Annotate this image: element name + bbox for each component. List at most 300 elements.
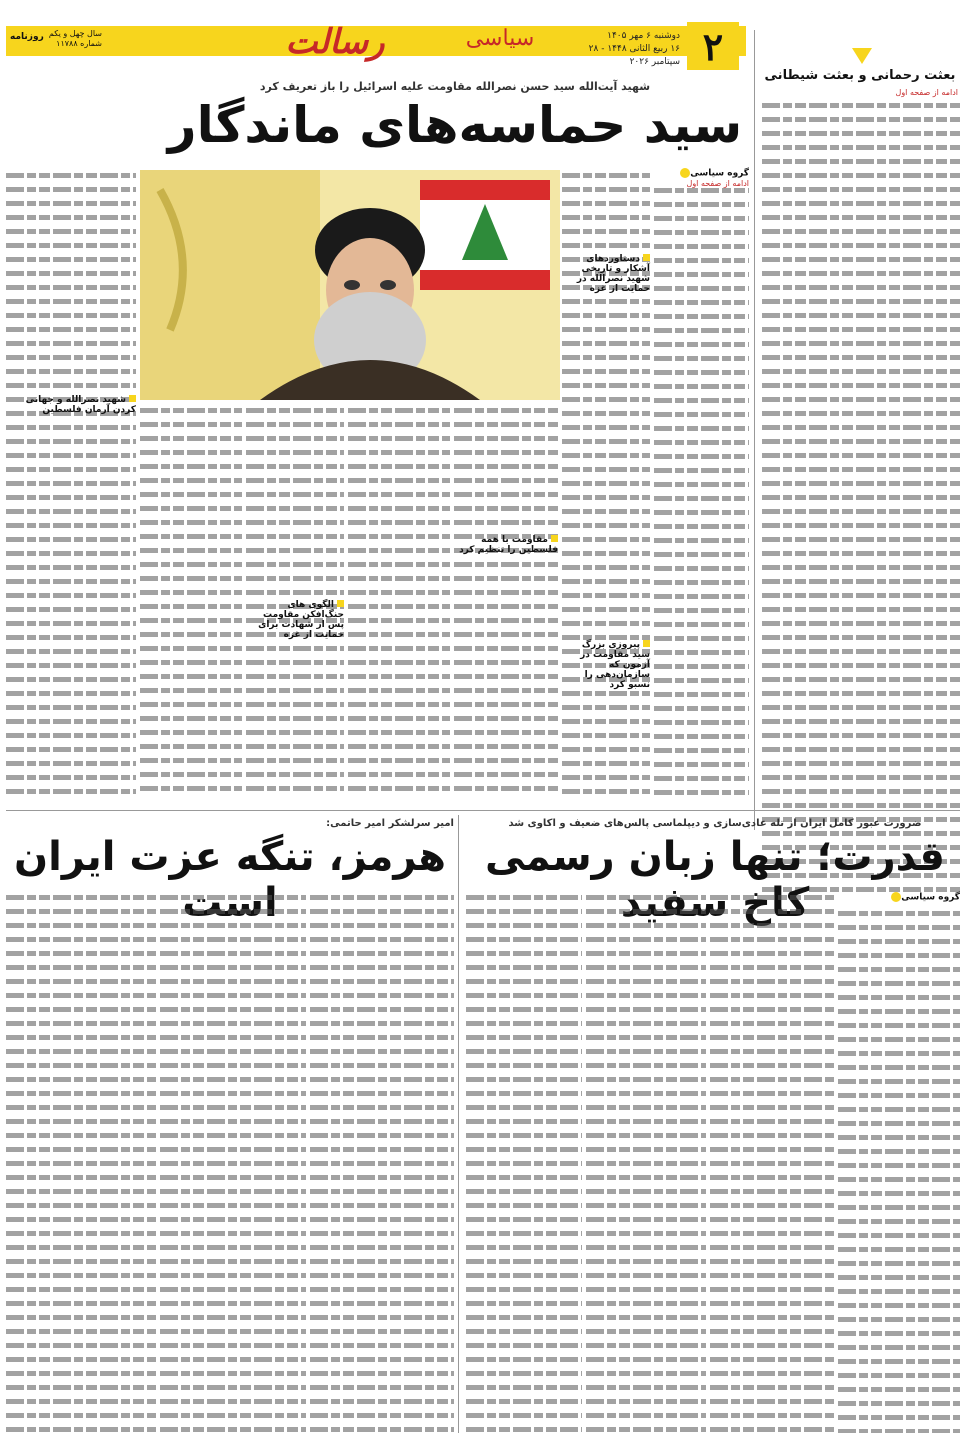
text-line: [762, 649, 960, 660]
text-line: [6, 761, 136, 772]
text-line: [586, 1357, 706, 1368]
text-line: [140, 534, 242, 545]
text-line: [838, 911, 960, 922]
text-line: [466, 1399, 582, 1410]
text-line: [562, 607, 650, 618]
text-line: [762, 369, 960, 380]
text-line: [6, 677, 136, 688]
text-line: [562, 705, 650, 716]
text-line: [710, 1105, 834, 1116]
text-line: [310, 1399, 454, 1410]
text-line: [348, 604, 450, 615]
text-line: [454, 744, 558, 755]
date-line-2: ۱۶ ربیع الثانی ۱۴۴۸ - ۲۸ سپتامبر ۲۰۲۶: [588, 44, 680, 67]
text-line: [310, 1385, 454, 1396]
byline-dot-icon: [891, 892, 901, 902]
text-line: [348, 562, 450, 573]
text-line: [348, 674, 450, 685]
main-subhead-2: شهید نصرالله و جهانی کردن آرمان فلسطین: [25, 395, 136, 415]
text-line: [838, 1317, 960, 1328]
text-line: [160, 1091, 306, 1102]
text-line: [762, 229, 960, 240]
text-line: [160, 1147, 306, 1158]
section-divider: [6, 810, 960, 811]
text-line: [6, 789, 136, 800]
main-headline: سید حماسه‌های ماندگار: [167, 96, 743, 154]
text-line: [454, 632, 558, 643]
main-col-1: [654, 185, 749, 800]
text-line: [6, 551, 136, 562]
text-line: [246, 548, 344, 559]
text-line: [310, 1203, 454, 1214]
text-line: [838, 1331, 960, 1342]
text-line: [586, 979, 706, 990]
text-line: [562, 593, 650, 604]
text-line: [562, 369, 650, 380]
text-line: [160, 1273, 306, 1284]
text-line: [562, 523, 650, 534]
text-line: [838, 1401, 960, 1412]
text-line: [762, 663, 960, 674]
text-line: [6, 1427, 156, 1433]
text-line: [466, 1357, 582, 1368]
text-line: [654, 188, 749, 199]
text-line: [710, 1035, 834, 1046]
text-line: [246, 772, 344, 783]
text-line: [710, 909, 834, 920]
text-line: [310, 951, 454, 962]
text-line: [710, 1063, 834, 1074]
text-line: [710, 1147, 834, 1158]
text-line: [466, 1189, 582, 1200]
text-line: [466, 1217, 582, 1228]
text-line: [310, 1133, 454, 1144]
text-line: [838, 1205, 960, 1216]
text-line: [6, 439, 136, 450]
text-line: [310, 1231, 454, 1242]
text-line: [654, 258, 749, 269]
text-line: [454, 450, 558, 461]
text-line: [466, 979, 582, 990]
text-line: [348, 744, 450, 755]
text-line: [6, 1217, 156, 1228]
text-line: [348, 548, 450, 559]
text-line: [348, 758, 450, 769]
text-line: [246, 744, 344, 755]
text-line: [140, 632, 242, 643]
text-line: [466, 1371, 582, 1382]
text-line: [140, 744, 242, 755]
mini-logo: روزنامه: [10, 32, 44, 42]
text-line: [466, 1385, 582, 1396]
text-line: [6, 1357, 156, 1368]
text-line: [762, 481, 960, 492]
text-line: [466, 909, 582, 920]
text-line: [586, 1133, 706, 1144]
text-line: [160, 1427, 306, 1433]
text-line: [160, 937, 306, 948]
text-line: [762, 705, 960, 716]
text-line: [6, 1413, 156, 1424]
text-line: [762, 383, 960, 394]
text-line: [466, 1343, 582, 1354]
text-line: [466, 1091, 582, 1102]
text-line: [762, 257, 960, 268]
text-line: [160, 1385, 306, 1396]
text-line: [838, 1107, 960, 1118]
text-line: [710, 1301, 834, 1312]
text-line: [310, 1105, 454, 1116]
text-line: [454, 758, 558, 769]
text-line: [140, 758, 242, 769]
text-line: [838, 1079, 960, 1090]
bottom-right-col-4: [466, 892, 582, 1433]
text-line: [6, 1119, 156, 1130]
text-line: [654, 748, 749, 759]
text-line: [160, 1203, 306, 1214]
text-line: [310, 1343, 454, 1354]
date-line-1: دوشنبه ۶ مهر ۱۴۰۵: [607, 31, 680, 41]
text-line: [140, 478, 242, 489]
text-line: [310, 1035, 454, 1046]
text-line: [586, 1203, 706, 1214]
text-line: [586, 1413, 706, 1424]
text-line: [246, 408, 344, 419]
text-line: [246, 450, 344, 461]
text-line: [454, 492, 558, 503]
text-line: [762, 691, 960, 702]
text-line: [466, 895, 582, 906]
text-line: [586, 1329, 706, 1340]
text-line: [562, 789, 650, 800]
text-line: [466, 1427, 582, 1433]
text-line: [586, 1035, 706, 1046]
text-line: [654, 370, 749, 381]
text-line: [246, 702, 344, 713]
text-line: [654, 636, 749, 647]
text-line: [246, 646, 344, 657]
text-line: [348, 702, 450, 713]
text-line: [310, 909, 454, 920]
text-line: [310, 1329, 454, 1340]
text-line: [762, 747, 960, 758]
text-line: [562, 761, 650, 772]
text-line: [246, 786, 344, 797]
text-line: [466, 1161, 582, 1172]
text-line: [710, 1259, 834, 1270]
text-line: [310, 979, 454, 990]
text-line: [6, 607, 136, 618]
text-line: [310, 1007, 454, 1018]
text-line: [454, 730, 558, 741]
text-line: [562, 201, 650, 212]
text-line: [6, 593, 136, 604]
subhead-marker-icon: [551, 535, 558, 542]
text-line: [160, 1217, 306, 1228]
text-line: [654, 440, 749, 451]
text-line: [586, 895, 706, 906]
text-line: [466, 1231, 582, 1242]
text-line: [654, 244, 749, 255]
text-line: [6, 341, 136, 352]
text-line: [562, 551, 650, 562]
text-line: [310, 1049, 454, 1060]
text-line: [838, 1219, 960, 1230]
text-line: [466, 923, 582, 934]
text-line: [762, 593, 960, 604]
text-line: [586, 965, 706, 976]
text-line: [246, 674, 344, 685]
main-subhead-5: پیروزی بزرگ سید مقاومت در آزمون که سازمان‌دهی را نسبو کرد: [580, 640, 650, 690]
text-line: [586, 1245, 706, 1256]
text-line: [586, 1231, 706, 1242]
text-line: [838, 1247, 960, 1258]
text-line: [838, 1121, 960, 1132]
page-number: ۲: [687, 22, 739, 70]
text-line: [562, 453, 650, 464]
text-line: [6, 1259, 156, 1270]
text-line: [454, 618, 558, 629]
text-line: [246, 520, 344, 531]
text-line: [710, 1119, 834, 1130]
text-line: [710, 1077, 834, 1088]
text-line: [140, 702, 242, 713]
main-kicker: شهید آیت‌الله سید حسن نصرالله مقاومت علیه اسرائیل را باز تعریف کرد: [259, 80, 651, 93]
text-line: [562, 215, 650, 226]
sidebar-column: [760, 30, 960, 830]
text-line: [160, 1301, 306, 1312]
text-line: [762, 285, 960, 296]
text-line: [348, 492, 450, 503]
text-line: [710, 1385, 834, 1396]
text-line: [310, 993, 454, 1004]
text-line: [454, 422, 558, 433]
text-line: [654, 412, 749, 423]
text-line: [140, 660, 242, 671]
text-line: [654, 216, 749, 227]
text-line: [246, 506, 344, 517]
text-line: [654, 538, 749, 549]
text-line: [838, 995, 960, 1006]
text-line: [586, 1399, 706, 1410]
text-line: [838, 1303, 960, 1314]
text-line: [348, 660, 450, 671]
text-line: [140, 436, 242, 447]
text-line: [562, 341, 650, 352]
text-line: [710, 1021, 834, 1032]
text-line: [160, 1049, 306, 1060]
text-line: [838, 1009, 960, 1020]
text-line: [6, 243, 136, 254]
text-line: [310, 1217, 454, 1228]
text-line: [710, 993, 834, 1004]
main-col-3: [454, 405, 558, 800]
text-line: [140, 590, 242, 601]
text-line: [654, 328, 749, 339]
text-line: [454, 562, 558, 573]
text-line: [466, 1273, 582, 1284]
text-line: [348, 646, 450, 657]
text-line: [710, 923, 834, 934]
text-line: [348, 786, 450, 797]
text-line: [586, 1077, 706, 1088]
text-line: [838, 1037, 960, 1048]
text-line: [348, 464, 450, 475]
text-line: [140, 520, 242, 531]
text-line: [466, 1329, 582, 1340]
text-line: [654, 286, 749, 297]
text-line: [586, 1021, 706, 1032]
text-line: [466, 965, 582, 976]
text-line: [562, 173, 650, 184]
text-line: [140, 716, 242, 727]
text-line: [654, 580, 749, 591]
text-line: [654, 314, 749, 325]
bottom-left-col-3: [6, 892, 156, 1433]
text-line: [562, 537, 650, 548]
text-line: [6, 481, 136, 492]
text-line: [310, 1273, 454, 1284]
text-line: [6, 173, 136, 184]
text-line: [710, 1007, 834, 1018]
text-line: [762, 145, 960, 156]
text-line: [6, 383, 136, 394]
text-line: [466, 1133, 582, 1144]
text-line: [762, 551, 960, 562]
text-line: [762, 453, 960, 464]
text-line: [246, 562, 344, 573]
text-line: [762, 621, 960, 632]
text-line: [762, 677, 960, 688]
text-line: [586, 1189, 706, 1200]
text-line: [762, 341, 960, 352]
text-line: [454, 674, 558, 685]
text-line: [160, 1021, 306, 1032]
text-line: [466, 1063, 582, 1074]
text-line: [160, 1245, 306, 1256]
text-line: [654, 608, 749, 619]
text-line: [454, 590, 558, 601]
main-subhead-1: دستاوردهای آشکار و تاریخی شهید نصرالله در حمایت از غزه: [576, 254, 650, 294]
text-line: [654, 566, 749, 577]
text-line: [654, 650, 749, 661]
text-line: [762, 495, 960, 506]
text-line: [310, 1357, 454, 1368]
text-line: [246, 758, 344, 769]
text-line: [454, 646, 558, 657]
text-line: [310, 1245, 454, 1256]
text-line: [838, 953, 960, 964]
text-line: [454, 436, 558, 447]
bottom-right-headline: قدرت؛ تنها زبان رسمی کاخ سفید: [485, 834, 945, 926]
text-line: [762, 215, 960, 226]
text-line: [586, 1119, 706, 1130]
text-line: [454, 604, 558, 615]
text-line: [838, 1387, 960, 1398]
text-line: [6, 1035, 156, 1046]
text-line: [838, 939, 960, 950]
text-line: [160, 979, 306, 990]
text-line: [710, 937, 834, 948]
text-line: [6, 1399, 156, 1410]
text-line: [762, 565, 960, 576]
text-line: [6, 733, 136, 744]
text-line: [466, 1077, 582, 1088]
bottom-right-byline: گروه سیاسی: [880, 892, 960, 903]
text-line: [160, 1399, 306, 1410]
text-line: [310, 1427, 454, 1433]
text-line: [140, 548, 242, 559]
text-line: [140, 688, 242, 699]
text-line: [838, 1261, 960, 1272]
text-line: [838, 1275, 960, 1286]
text-line: [562, 747, 650, 758]
text-line: [348, 730, 450, 741]
text-line: [762, 537, 960, 548]
text-line: [654, 678, 749, 689]
text-line: [6, 1091, 156, 1102]
text-line: [6, 327, 136, 338]
text-line: [246, 534, 344, 545]
text-line: [562, 719, 650, 730]
text-line: [6, 895, 156, 906]
accent-arrow-icon: [852, 48, 872, 64]
text-line: [654, 664, 749, 675]
text-line: [838, 1373, 960, 1384]
text-line: [310, 1175, 454, 1186]
text-line: [348, 534, 450, 545]
text-line: [6, 1245, 156, 1256]
text-line: [310, 895, 454, 906]
text-line: [140, 506, 242, 517]
text-line: [562, 509, 650, 520]
text-line: [310, 1147, 454, 1158]
text-line: [586, 1007, 706, 1018]
text-line: [710, 979, 834, 990]
text-line: [562, 397, 650, 408]
text-line: [160, 1231, 306, 1242]
text-line: [710, 1161, 834, 1172]
text-line: [348, 422, 450, 433]
text-line: [6, 1287, 156, 1298]
text-line: [160, 895, 306, 906]
text-line: [348, 408, 450, 419]
text-line: [654, 594, 749, 605]
text-line: [6, 313, 136, 324]
text-line: [6, 979, 156, 990]
text-line: [246, 576, 344, 587]
text-line: [762, 397, 960, 408]
text-line: [6, 635, 136, 646]
text-line: [838, 1359, 960, 1370]
text-line: [838, 1135, 960, 1146]
text-line: [586, 1091, 706, 1102]
text-line: [160, 1077, 306, 1088]
text-line: [348, 478, 450, 489]
text-line: [160, 951, 306, 962]
text-line: [762, 733, 960, 744]
text-line: [654, 454, 749, 465]
sidebar-continuation: ادامه از صفحه اول: [895, 88, 958, 97]
text-line: [586, 1427, 706, 1433]
text-line: [310, 1301, 454, 1312]
text-line: [654, 622, 749, 633]
text-line: [562, 691, 650, 702]
text-line: [762, 579, 960, 590]
text-line: [762, 327, 960, 338]
text-line: [762, 201, 960, 212]
text-line: [454, 520, 558, 531]
